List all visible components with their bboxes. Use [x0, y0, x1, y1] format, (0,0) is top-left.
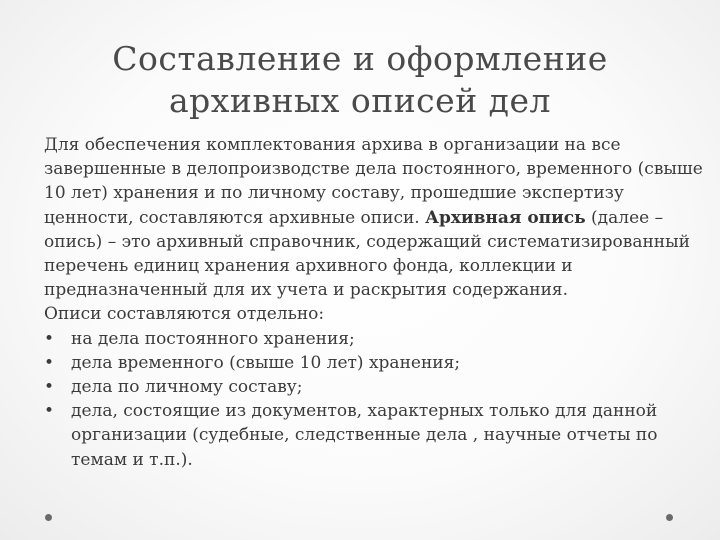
slide-body — [44, 133, 704, 472]
inventory-types-list — [44, 327, 704, 472]
slide-title-line-2: архивных описей дел — [168, 81, 551, 120]
decorative-dot-left-icon — [45, 514, 52, 521]
list-item — [44, 399, 704, 472]
list-item-text: на дела постоянного хранения; — [71, 328, 355, 349]
bullet-icon: • — [44, 352, 55, 373]
intro-paragraph — [44, 133, 704, 302]
bullet-icon: • — [44, 328, 55, 349]
decorative-dot-right-icon — [666, 514, 673, 521]
slide-title-line-1: Составление и оформление — [112, 39, 608, 78]
bullet-icon: • — [44, 401, 55, 422]
list-item — [44, 327, 704, 351]
term-archival-inventory: Архивная опись — [425, 207, 586, 228]
list-item — [44, 375, 704, 399]
intro-text-start: Для обеспечения комплектования архива в организации на все завершенные в делопроизводстве дела постоянного, временного (свыше 10 лет) хранения и по личному составу, прошедшие экспертизу ценности, составляются архивные описи. — [44, 135, 703, 228]
list-item — [44, 351, 704, 375]
bullet-icon: • — [44, 377, 55, 398]
list-heading: Описи составляются отдельно: — [44, 304, 325, 325]
intro-text-end: (далее – опись) – это архивный справочник, содержащий систематизированный перечень единиц хранения архивного фонда, коллекции и предназначенный для их учета и раскрытия содержания. — [44, 207, 690, 301]
list-item-text: дела временного (свыше 10 лет) хранения; — [71, 352, 461, 373]
slide-title — [0, 38, 720, 122]
list-item-text: дела, состоящие из документов, характерных только для данной организации (судебные, следственные дела , научные отчеты по темам и т.п.). — [71, 401, 658, 470]
list-item-text: дела по личному составу; — [71, 377, 303, 398]
